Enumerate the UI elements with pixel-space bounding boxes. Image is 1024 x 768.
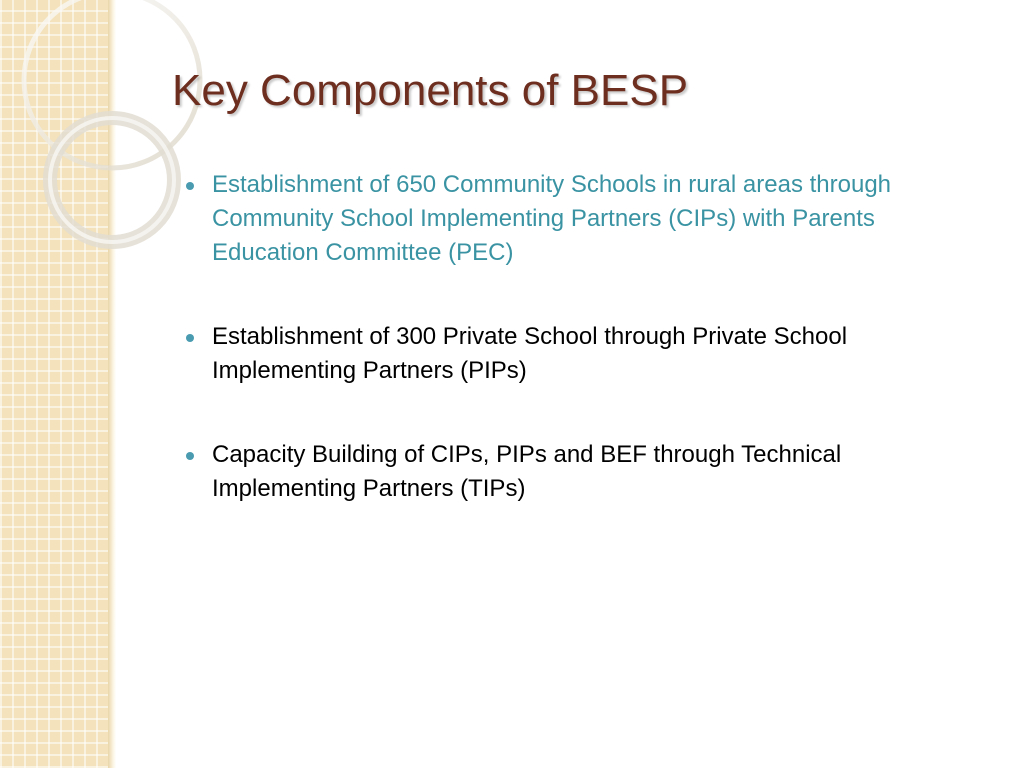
bullet-list <box>186 168 986 556</box>
bullet-text: Establishment of 650 Community Schools in rural areas through Community School Implementing Partners (CIPs) with Parents Education Committee (PEC) <box>212 171 892 266</box>
bullet-text: Establishment of 300 Private School through Private School Implementing Partners (PIPs) <box>212 323 848 384</box>
ring-lower-inner <box>50 118 174 242</box>
bullet-text: Capacity Building of CIPs, PIPs and BEF through Technical Implementing Partners (TIPs) <box>212 441 842 502</box>
bullet-item-private-schools <box>186 320 986 388</box>
bullet-dot-icon <box>186 452 194 460</box>
bullet-dot-icon <box>186 334 194 342</box>
bullet-item-capacity-building <box>186 438 986 506</box>
bullet-dot-icon <box>186 182 194 190</box>
bullet-item-community-schools <box>186 168 986 270</box>
decorative-rings <box>0 0 160 280</box>
slide-title: Key Components of BESP <box>172 66 689 115</box>
